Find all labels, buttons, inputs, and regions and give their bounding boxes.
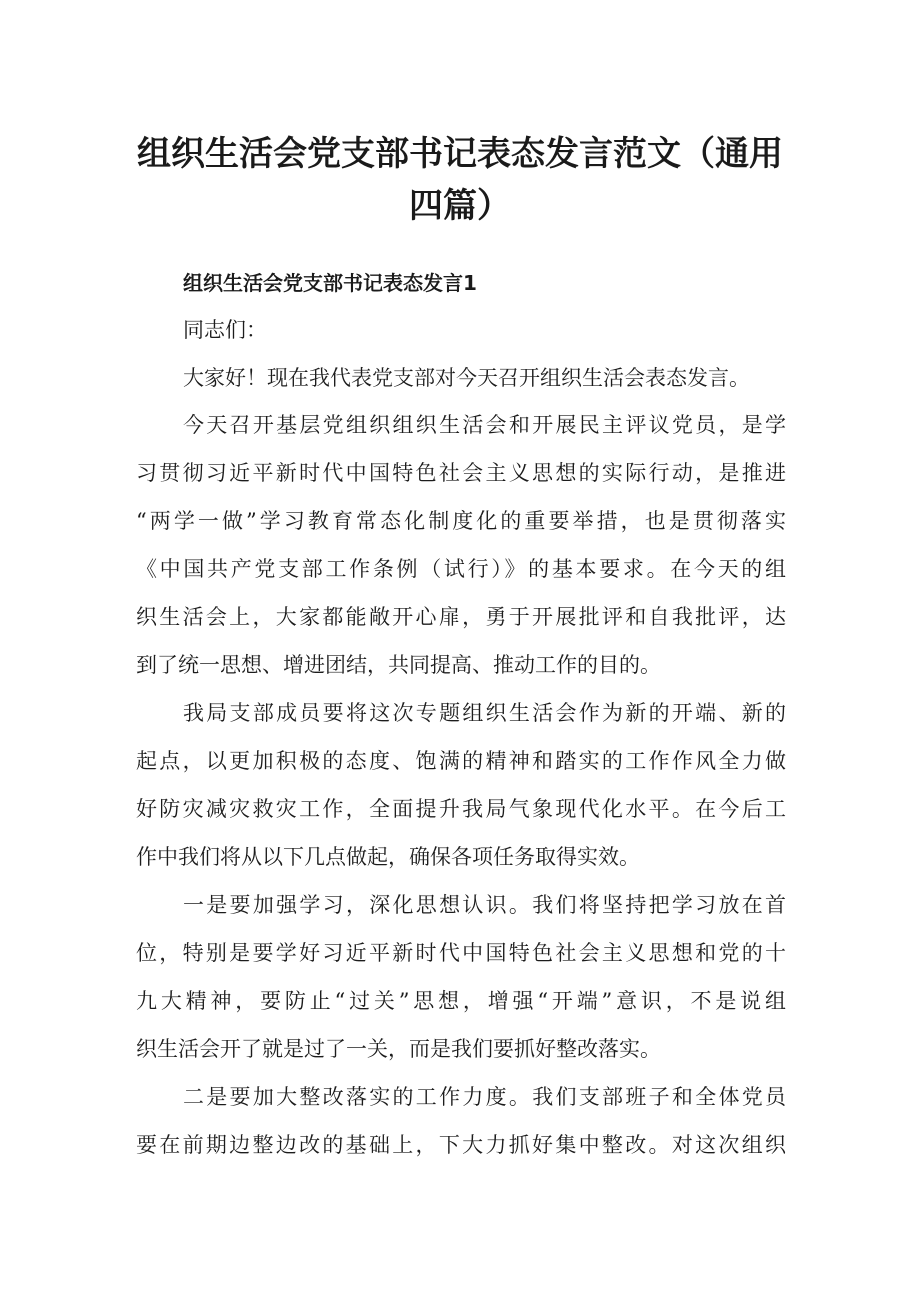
document-title-line-1: 组织生活会党支部书记表态发言范文（通用 <box>137 134 783 174</box>
text-line: 到了统一思想、增进团结，共同提高、推动工作的目的。 <box>136 653 661 677</box>
text-line: 九大精神，要防止“过关”思想，增强“开端”意识，不是说组 <box>136 989 786 1013</box>
document-title-line-2: 四篇） <box>409 186 511 226</box>
text-line: “两学一做”学习教育常态化制度化的重要举措，也是贯彻落实 <box>136 509 786 533</box>
text-line: 好防灾减灾救灾工作，全面提升我局气象现代化水平。在今后工 <box>136 797 786 821</box>
text-line: 《中国共产党支部工作条例（试行）》的基本要求。在今天的组 <box>136 557 786 581</box>
text-line: 今天召开基层党组织组织生活会和开展民主评议党员，是学 <box>183 413 786 437</box>
text-line: 要在前期边整边改的基础上，下大力抓好集中整改。对这次组织 <box>136 1133 786 1157</box>
text-line: 一是要加强学习，深化思想认识。我们将坚持把学习放在首 <box>183 893 786 917</box>
text-line: 织生活会上，大家都能敞开心扉，勇于开展批评和自我批评，达 <box>136 605 786 629</box>
text-line: 作中我们将从以下几点做起，确保各项任务取得实效。 <box>136 845 640 869</box>
text-line: 位，特别是要学好习近平新时代中国特色社会主义思想和党的十 <box>136 941 786 965</box>
text-line: 二是要加大整改落实的工作力度。我们支部班子和全体党员 <box>183 1085 786 1109</box>
text-line: 我局支部成员要将这次专题组织生活会作为新的开端、新的 <box>183 701 786 725</box>
text-line: 大家好！现在我代表党支部对今天召开组织生活会表态发言。 <box>183 366 750 390</box>
text-line: 习贯彻习近平新时代中国特色社会主义思想的实际行动，是推进 <box>136 461 786 485</box>
section-heading: 组织生活会党支部书记表态发言1 <box>183 271 477 295</box>
text-line: 织生活会开了就是过了一关，而是我们要抓好整改落实。 <box>136 1037 661 1061</box>
salutation: 同志们： <box>183 318 267 342</box>
text-line: 起点，以更加积极的态度、饱满的精神和踏实的工作作风全力做 <box>136 749 786 773</box>
